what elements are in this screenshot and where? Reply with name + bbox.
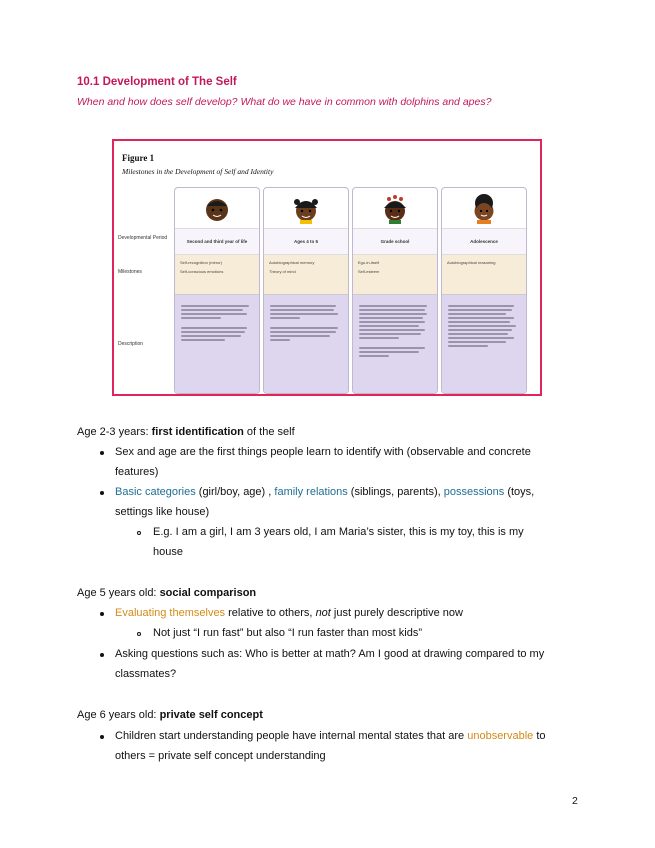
row-label-milestones: Milestones [118,269,142,275]
figure-column-1 [174,187,260,394]
section-title: 10.1 Development of The Self [77,76,237,88]
emphasis-text: not [315,607,331,619]
milestone-item: Self-conscious emotions [180,269,224,274]
bullet-text: features) [115,466,159,478]
sub-bullet-circle [137,632,141,636]
figure-column-4 [441,187,527,394]
period-label: Second and third year of life [175,228,259,255]
heading-bold: first identification [151,426,244,438]
age-5-heading [77,587,256,600]
text-segment: (toys, [504,486,535,498]
text-segment: relative to others, [225,607,316,619]
section-subtitle: When and how does self develop? What do we have in common with dolphins and apes? [77,96,492,108]
schoolchild-face-icon [379,194,411,224]
text-segment: (siblings, parents), [347,486,444,498]
milestones-cell [175,254,259,295]
row-label-period: Developmental Period [118,235,168,241]
row-label-description: Description [118,341,144,347]
description-text-lines [181,303,251,343]
milestone-item: Self-esteem [358,269,380,274]
text-segment: to [533,730,546,742]
milestone-item: Autobiographical reasoning [447,260,496,265]
bullet-dot [100,653,104,657]
bullet-dot [100,735,104,739]
period-label: Ages 4 to 5 [264,228,348,255]
bullet-dot [100,491,104,495]
description-text-lines [270,303,340,343]
bullet-dot [100,612,104,616]
milestone-item: Autobiographical memory [269,260,315,265]
term-unobservable: unobservable [467,730,534,742]
bullet-text [115,486,534,499]
bullet-text: Asking questions such as: Who is better at math? Am I good at drawing compared to my [115,648,545,660]
bullet-text [115,730,546,743]
bullet-text: settings like house) [115,506,210,518]
toddler-face-icon [201,194,233,224]
heading-bold: social comparison [159,587,257,599]
term-basic-categories: Basic categories [115,486,196,498]
figure-caption: Milestones in the Development of Self and Identity [122,167,274,176]
text-segment: just purely descriptive now [330,607,463,619]
bullet-text: classmates? [115,668,177,680]
milestone-item: Ego-in-itself [358,260,380,265]
text-segment: (girl/boy, age) , [195,486,275,498]
description-cell [175,294,259,394]
age-2-3-heading [77,426,295,439]
heading-prefix: Age 6 years old: [77,709,160,721]
bullet-text: others = private self concept understanding [115,750,326,762]
page-number: 2 [572,795,578,807]
description-text-lines [359,303,429,359]
adolescent-face-icon [468,194,500,224]
period-label: Grade school [353,228,437,255]
sub-bullet-circle [137,531,141,535]
period-label: Adolescence [442,228,526,255]
description-cell [442,294,526,394]
milestones-cell [353,254,437,295]
milestones-figure [112,139,542,396]
term-possessions: possessions [443,486,505,498]
child-face-icon [290,194,322,224]
bullet-dot [100,451,104,455]
sub-bullet-text: house [153,546,183,558]
heading-suffix: of the self [243,426,295,438]
description-text-lines [448,303,518,349]
heading-bold: private self concept [159,709,263,721]
milestones-cell [264,254,348,295]
sub-bullet-text: Not just “I run fast” but also “I run faster than most kids” [153,627,422,639]
text-segment: Children start understanding people have internal mental states that are [115,730,468,742]
figure-column-2 [263,187,349,394]
heading-prefix: Age 2-3 years: [77,426,152,438]
age-6-heading [77,709,263,722]
term-evaluating-themselves: Evaluating themselves [115,607,226,619]
figure-label: Figure 1 [122,153,155,163]
sub-bullet-text: E.g. I am a girl, I am 3 years old, I am Maria’s sister, this is my toy, this is my [153,526,524,538]
bullet-text [115,607,463,620]
description-cell [264,294,348,394]
description-cell [353,294,437,394]
milestone-item: Self-recognition (mirror) [180,260,223,265]
milestones-cell [442,254,526,295]
figure-column-3 [352,187,438,394]
bullet-text: Sex and age are the first things people learn to identify with (observable and concrete [115,446,531,458]
milestone-item: Theory of mind [269,269,296,274]
heading-prefix: Age 5 years old: [77,587,160,599]
term-family-relations: family relations [274,486,348,498]
